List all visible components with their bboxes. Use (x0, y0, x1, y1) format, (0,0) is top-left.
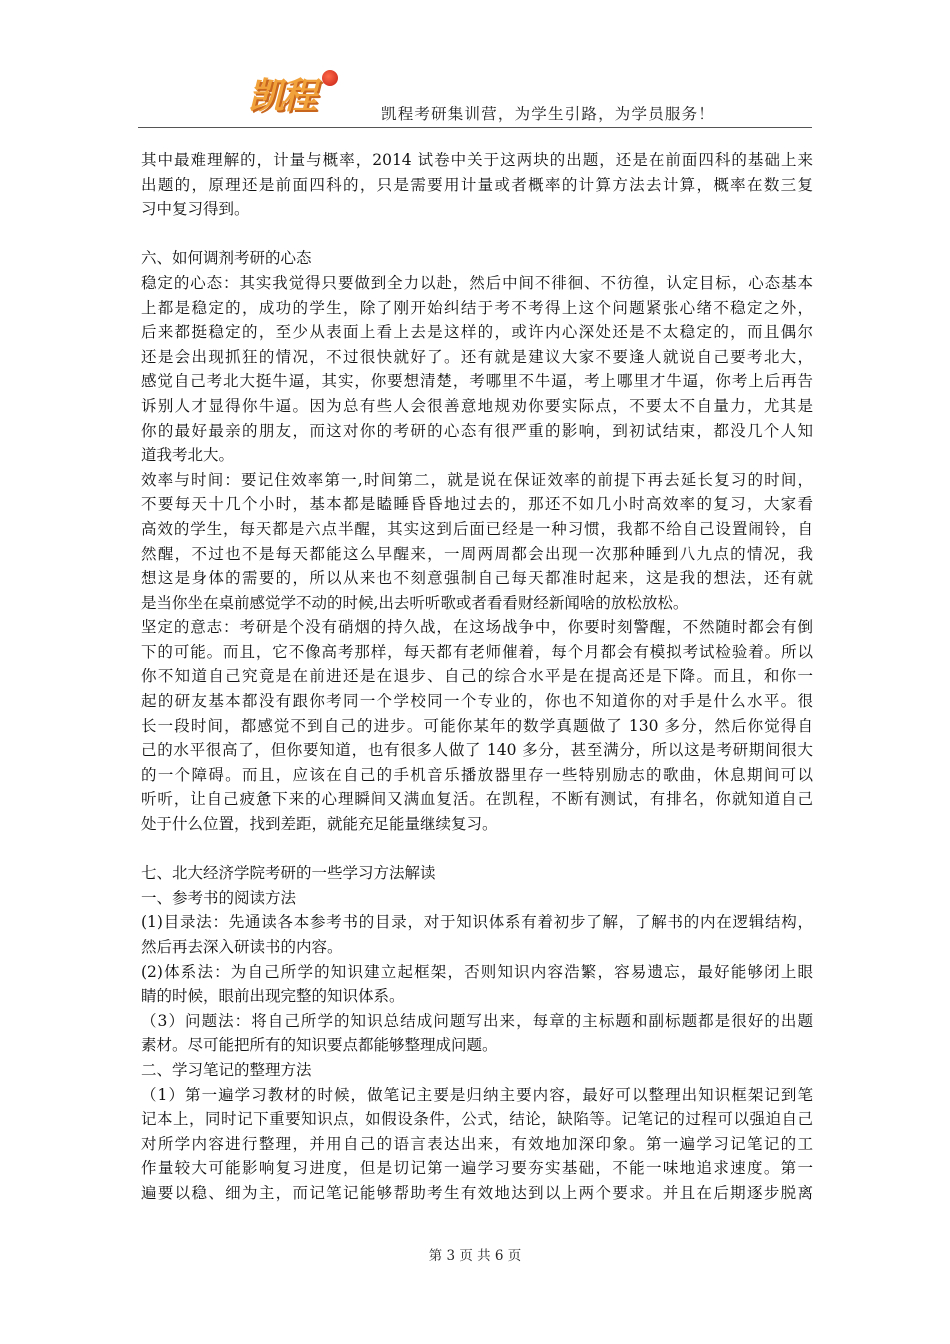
text-line: 作量较大可能影响复习进度，但是切记第一遍学习要夯实基础，不能一味地追求速度。第一 (141, 1159, 813, 1178)
page-number: 第 3 页 共 6 页 (428, 1248, 522, 1264)
page-body (141, 148, 813, 1206)
text-line: 长一段时间，都感觉不到自己的进步。可能你某年的数学真题做了 130 多分，然后你觉得自 (141, 716, 813, 735)
text-line: 睛的时候，眼前出现完整的知识体系。 (141, 987, 405, 1006)
header-slogan: 凯程考研集训营，为学生引路，为学员服务！ (381, 105, 716, 123)
subheading-notes-method: 二、学习笔记的整理方法 (141, 1060, 312, 1079)
text-line: 不要每天十几个小时，基本都是瞌睡昏昏地过去的，那还不如几小时高效率的复习，大家看 (141, 495, 813, 514)
text-line: 感觉自己考北大挺牛逼，其实，你要想清楚，考哪里不牛逼，考上哪里才牛逼，你考上后再告 (141, 372, 813, 391)
logo-text: 凯程 (248, 76, 315, 117)
kaicheng-logo (248, 66, 340, 118)
text-line: 对所学内容进行整理，并用自己的语言表达出来，有效地加深印象。第一遍学习记笔记的工 (141, 1134, 813, 1153)
section-heading-6: 六、如何调剂考研的心态 (141, 249, 312, 268)
text-line: 记本上，同时记下重要知识点，如假设条件，公式，结论，缺陷等。记笔记的过程可以强迫自己 (141, 1110, 813, 1129)
method-system (141, 960, 813, 1009)
paragraph-notes (141, 1083, 813, 1206)
text-line: 上都是稳定的，成功的学生，除了刚开始纠结于考不考得上这个问题紧张心绪不稳定之外， (141, 298, 813, 317)
text-line: 然后再去深入研读书的内容。 (141, 938, 343, 956)
text-line: 后来都挺稳定的，至少从表面上看上去是这样的，或许内心深处还是不太稳定的，而且偶尔 (141, 323, 813, 342)
text-line: 处于什么位置，找到差距，就能充足能量继续复习。 (141, 815, 498, 834)
text-line: 下的可能。而且，它不像高考那样，每天都有老师催着，每个月都会有模拟考试检验着。所以 (141, 642, 813, 661)
text-line: (1)目录法：先通读各本参考书的目录，对于知识体系有着初步了解，了解书的内在逻辑结构， (141, 913, 813, 932)
text-line: （1）第一遍学习教材的时候，做笔记主要是归纳主要内容，最好可以整理出知识框架记到笔 (141, 1085, 813, 1104)
text-line: (2)体系法：为自己所学的知识建立起框架，否则知识内容浩繁，容易遗忘，最好能够闭上眼 (141, 962, 813, 981)
text-line: （3）问题法：将自己所学的知识总结成问题写出来，每章的主标题和副标题都是很好的出题 (141, 1011, 813, 1030)
paragraph-stable-mindset (141, 271, 813, 468)
text-line: 你的最好最亲的朋友，而这对你的考研的心态有很严重的影响，到初试结束，都没几个人知 (141, 421, 813, 440)
text-line: 己的水平很高了，但你要知道，也有很多人做了 140 多分，甚至满分，所以这是考研期间很大 (141, 741, 813, 760)
text-line: 素材。尽可能把所有的知识要点都能够整理成问题。 (141, 1036, 498, 1055)
text-line: 是当你坐在桌前感觉学不动的时候,出去听听歌或者看看财经新闻啥的放松放松。 (141, 593, 689, 612)
text-line: 你不知道自己究竟是在前进还是在退步、自己的综合水平是在提高还是下降。而且，和你一 (141, 667, 813, 686)
text-line: 习中复习得到。 (141, 200, 250, 219)
paragraph-efficiency (141, 468, 813, 616)
text-line: 听听，让自己疲惫下来的心理瞬间又满血复活。在凯程，不断有测试，有排名，你就知道自己 (141, 790, 813, 809)
text-line: 其中最难理解的，计量与概率，2014 试卷中关于这两块的出题，还是在前面四科的基础上来 (141, 151, 813, 169)
text-line: 道我考北大。 (141, 446, 235, 465)
text-line: 高效的学生，每天都是六点半醒，其实这到后面已经是一种习惯，我都不给自己设置闹铃，自 (141, 519, 813, 538)
section-heading-7: 七、北大经济学院考研的一些学习方法解读 (141, 864, 436, 883)
text-line: 出题的，原理还是前面四科的，只是需要用计量或者概率的计算方法去计算，概率在数三复 (141, 175, 813, 194)
text-line: 遍要以稳、细为主，而记笔记能够帮助考生有效地达到以上两个要求。并且在后期逐步脱离 (141, 1183, 813, 1202)
header-divider (138, 127, 812, 128)
page-header (138, 60, 812, 128)
method-question (141, 1009, 813, 1058)
text-line: 稳定的心态：其实我觉得只要做到全力以赴，然后中间不徘徊、不彷徨，认定目标，心态基本 (141, 273, 813, 292)
text-line: 起的研友基本都没有跟你考同一个学校同一个专业的，你也不知道你的对手是什么水平。很 (141, 692, 813, 711)
paragraph-probability (141, 148, 813, 222)
logo-dot-icon (322, 70, 338, 86)
text-line: 然醒，不过也不是每天都能这么早醒来，一周两周都会出现一次那种睡到八九点的情况，我 (141, 544, 813, 563)
method-catalog (141, 910, 813, 959)
text-line: 还是会出现抓狂的情况，不过很快就好了。还有就是建议大家不要逢人就说自己要考北大， (141, 347, 813, 366)
text-line: 坚定的意志：考研是个没有硝烟的持久战，在这场战争中，你要时刻警醒，不然随时都会有倒 (141, 618, 813, 637)
text-line: 诉别人才显得你牛逼。因为总有些人会很善意地规劝你要实际点，不要太不自量力，尤其是 (141, 396, 813, 415)
paragraph-will (141, 615, 813, 836)
text-line: 的一个障碍。而且，应该在自己的手机音乐播放器里存一些特别励志的歌曲，休息期间可以 (141, 765, 813, 784)
text-line: 效率与时间：要记住效率第一,时间第二，就是说在保证效率的前提下再去延长复习的时间， (141, 470, 813, 489)
subheading-reading-method: 一、参考书的阅读方法 (141, 888, 297, 907)
text-line: 想这是身体的需要的，所以从来也不刻意强制自己每天都准时起来，这是我的想法，还有就 (141, 569, 813, 588)
